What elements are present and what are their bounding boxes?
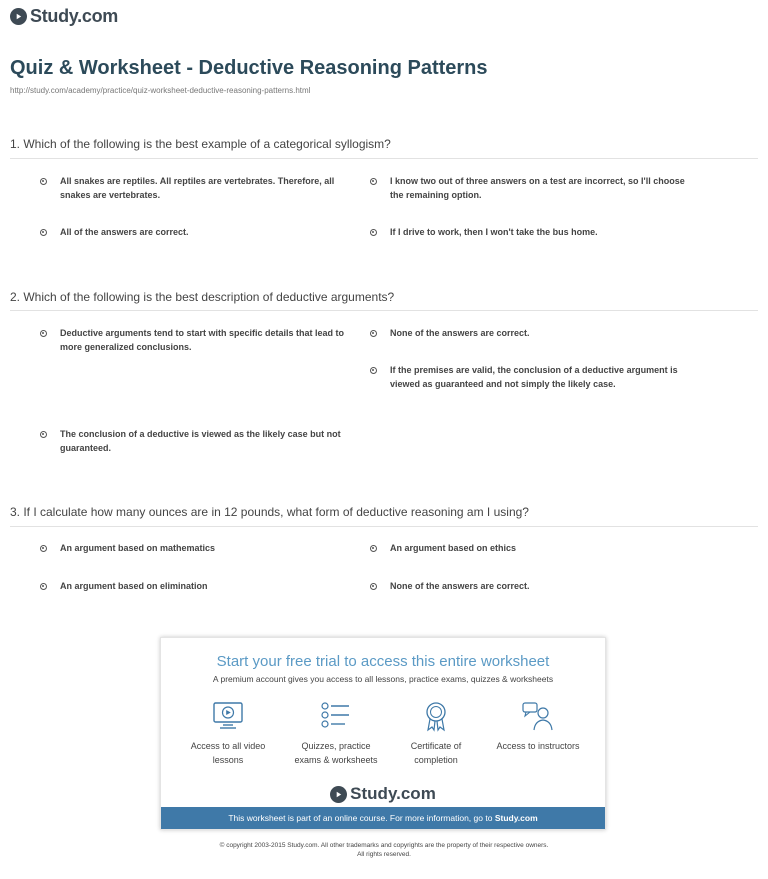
- certificate-icon: [419, 700, 453, 732]
- radio-button[interactable]: [370, 330, 377, 337]
- question-divider: [10, 526, 758, 527]
- feature-label: Access to instructors: [496, 741, 580, 751]
- answer-option[interactable]: If I drive to work, then I won't take the bus home.: [370, 226, 690, 240]
- feature-instructors: [493, 700, 583, 754]
- feature-quizzes: [291, 700, 381, 767]
- radio-button[interactable]: [370, 583, 377, 590]
- copyright-line: © copyright 2003-2015 Study.com. All other trademarks and copyrights are the property of their respective owners.: [219, 842, 549, 849]
- radio-button[interactable]: [40, 545, 47, 552]
- question-1: 1. Which of the following is the best example of a categorical syllogism?: [10, 137, 391, 151]
- radio-button[interactable]: [40, 178, 47, 185]
- quiz-list-icon: [319, 700, 353, 732]
- feature-label: Access to all video lessons: [190, 741, 266, 765]
- radio-button[interactable]: [40, 431, 47, 438]
- answer-option[interactable]: Deductive arguments tend to start with specific details that lead to more generalized conclusions.: [40, 327, 360, 354]
- answer-option[interactable]: All snakes are reptiles. All reptiles are vertebrates. Therefore, all snakes are vertebrates.: [40, 175, 360, 202]
- feature-label: Quizzes, practice exams & worksheets: [294, 741, 378, 765]
- promo-logo-text: Study.com: [350, 784, 436, 803]
- answer-option[interactable]: If the premises are valid, the conclusion of a deductive argument is viewed as guaranteed and not simply the likely case.: [370, 364, 690, 391]
- answer-option[interactable]: All of the answers are correct.: [40, 226, 360, 240]
- question-divider: [10, 310, 758, 311]
- promo-bar-text: This worksheet is part of an online course. For more information, go to: [228, 813, 493, 823]
- answer-option[interactable]: An argument based on ethics: [370, 542, 690, 556]
- promo-info-bar: [161, 807, 605, 829]
- copyright-footer: [0, 841, 768, 859]
- promo-subtitle: A premium account gives you access to all lessons, practice exams, quizzes & worksheets: [212, 674, 554, 684]
- question-divider: [10, 158, 758, 159]
- video-lesson-icon: [211, 700, 245, 732]
- radio-button[interactable]: [40, 229, 47, 236]
- answer-option[interactable]: I know two out of three answers on a test are incorrect, so I'll choose the remaining option.: [370, 175, 690, 202]
- answer-option[interactable]: An argument based on elimination: [40, 580, 360, 594]
- question-2: 2. Which of the following is the best description of deductive arguments?: [10, 290, 395, 304]
- promo-title[interactable]: Start your free trial to access this entire worksheet: [216, 653, 550, 670]
- radio-button[interactable]: [40, 330, 47, 337]
- feature-video-lessons: [183, 700, 273, 767]
- play-icon: [330, 786, 347, 803]
- answer-option[interactable]: An argument based on mathematics: [40, 542, 360, 556]
- play-icon: [10, 8, 27, 25]
- answer-option[interactable]: None of the answers are correct.: [370, 327, 690, 341]
- feature-certificate: [391, 700, 481, 767]
- radio-button[interactable]: [370, 229, 377, 236]
- radio-button[interactable]: [40, 583, 47, 590]
- logo-text: Study.com: [30, 6, 118, 26]
- page-title: Quiz & Worksheet - Deductive Reasoning Patterns: [10, 57, 488, 79]
- promo-bar-link[interactable]: Study.com: [494, 813, 538, 823]
- page-url: http://study.com/academy/practice/quiz-worksheet-deductive-reasoning-patterns.html: [10, 86, 311, 95]
- radio-button[interactable]: [370, 545, 377, 552]
- question-3: 3. If I calculate how many ounces are in 12 pounds, what form of deductive reasoning am I using?: [10, 505, 529, 519]
- study-logo[interactable]: [10, 6, 118, 27]
- rights-line: All rights reserved.: [357, 851, 411, 858]
- answer-option[interactable]: None of the answers are correct.: [370, 580, 690, 594]
- radio-button[interactable]: [370, 367, 377, 374]
- free-trial-promo: [160, 637, 606, 830]
- promo-study-logo[interactable]: [161, 784, 605, 804]
- feature-label: Certificate of completion: [410, 741, 462, 765]
- answer-option[interactable]: The conclusion of a deductive is viewed as the likely case but not guaranteed.: [40, 428, 360, 455]
- instructor-chat-icon: [521, 700, 555, 732]
- radio-button[interactable]: [370, 178, 377, 185]
